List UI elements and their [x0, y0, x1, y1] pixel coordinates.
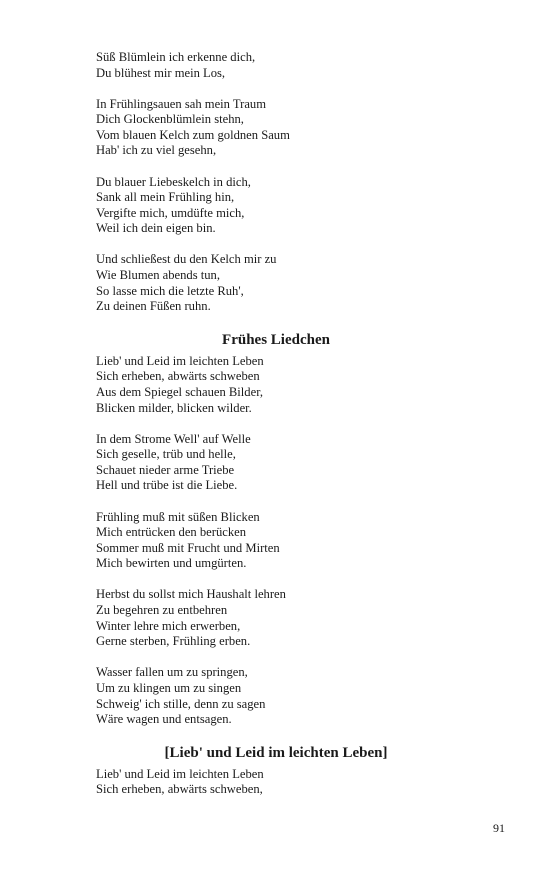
- verse-line: Lieb' und Leid im leichten Leben: [96, 766, 264, 781]
- verse-line: Mich entrücken den berücken: [96, 525, 247, 540]
- stanza: [96, 767, 456, 798]
- verse-line: Wasser fallen um zu springen,: [96, 665, 248, 680]
- verse-line: Hell und trübe ist die Liebe.: [96, 478, 238, 493]
- verse-line: Herbst du sollst mich Haushalt lehren: [96, 587, 286, 602]
- verse-line: Hab' ich zu viel gesehn,: [96, 143, 217, 158]
- page-number: 91: [493, 821, 505, 835]
- verse-line: Blicken milder, blicken wilder.: [96, 400, 252, 415]
- verse-line: Schauet nieder arme Triebe: [96, 462, 235, 477]
- verse-line: Vom blauen Kelch zum goldnen Saum: [96, 127, 290, 142]
- verse-line: Zu begehren zu entbehren: [96, 603, 228, 618]
- stanza: [96, 97, 456, 159]
- verse-line: In Frühlingsauen sah mein Traum: [96, 96, 267, 111]
- stanza: [96, 432, 456, 494]
- verse-line: Du blauer Liebeskelch in dich,: [96, 174, 251, 189]
- verse-line: Sommer muß mit Frucht und Mirten: [96, 540, 280, 555]
- verse-line: Aus dem Spiegel schauen Bilder,: [96, 385, 264, 399]
- stanza: [96, 354, 456, 416]
- verse-line: Sank all mein Frühling hin,: [96, 190, 235, 205]
- verse-line: Gerne sterben, Frühling erben.: [96, 634, 251, 649]
- verse-line: So lasse mich die letzte Ruh',: [96, 283, 244, 298]
- stanza: [96, 510, 456, 572]
- stanza: [96, 175, 456, 237]
- verse-line: Vergifte mich, umdüfte mich,: [96, 205, 245, 220]
- stanza: [96, 587, 456, 649]
- stanza: [96, 50, 456, 81]
- verse-line: Lieb' und Leid im leichten Leben: [96, 353, 264, 368]
- stanza: [96, 252, 456, 314]
- verse-line: Frühling muß mit süßen Blicken: [96, 509, 260, 524]
- verse-line: Wäre wagen und entsagen.: [96, 712, 232, 727]
- verse-line: Süß Blümlein ich erkenne dich,: [96, 50, 256, 64]
- poem-title: [Lieb' und Leid im leichten Leben]: [164, 744, 388, 761]
- page-text: [96, 50, 456, 798]
- verse-line: Schweig' ich stille, denn zu sagen: [96, 696, 266, 711]
- verse-line: Um zu klingen um zu singen: [96, 680, 242, 695]
- verse-line: Mich bewirten und umgürten.: [96, 556, 247, 571]
- verse-line: Sich geselle, trüb und helle,: [96, 447, 236, 462]
- poem-continued: [96, 50, 456, 315]
- verse-line: Dich Glockenblümlein stehn,: [96, 112, 244, 127]
- verse-line: In dem Strome Well' auf Welle: [96, 431, 251, 446]
- verse-line: Und schließest du den Kelch mir zu: [96, 252, 277, 267]
- verse-line: Winter lehre mich erwerben,: [96, 618, 241, 633]
- verse-line: Wie Blumen abends tun,: [96, 268, 221, 283]
- verse-line: Sich erheben, abwärts schweben: [96, 369, 260, 384]
- verse-line: Sich erheben, abwärts schweben,: [96, 782, 263, 797]
- verse-line: Weil ich dein eigen bin.: [96, 221, 216, 236]
- verse-line: Du blühest mir mein Los,: [96, 65, 226, 80]
- stanza: [96, 665, 456, 727]
- poem-title: Frühes Liedchen: [222, 331, 330, 348]
- poem-lieb-und-leid: [96, 767, 456, 798]
- verse-line: Zu deinen Füßen ruhn.: [96, 299, 211, 314]
- poem-fruehes-liedchen: [96, 354, 456, 728]
